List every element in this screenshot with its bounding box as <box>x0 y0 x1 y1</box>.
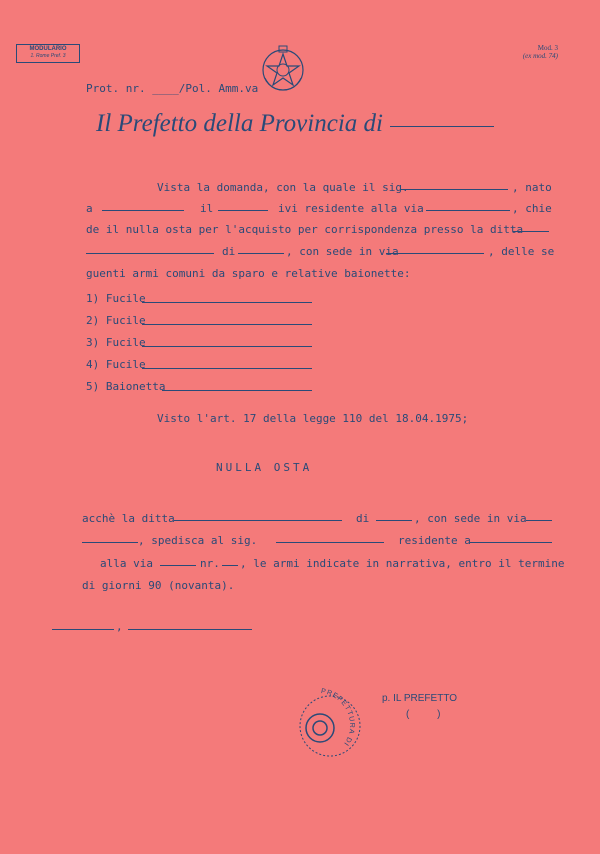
blank-item-4[interactable] <box>142 368 312 369</box>
p1-res: ivi residente alla via <box>278 202 424 215</box>
blank-p2-sig[interactable] <box>276 542 384 543</box>
blank-p2-nr[interactable] <box>222 565 238 566</box>
blank-item-2[interactable] <box>142 324 312 325</box>
p2-di: di <box>356 512 370 525</box>
blank-p2-via[interactable] <box>526 520 552 521</box>
item-2: 2) Fucile <box>86 314 146 327</box>
emblem-icon <box>257 42 309 94</box>
blank-birthdate[interactable] <box>218 210 268 211</box>
signature-paren: ( ) <box>406 709 441 720</box>
blank-p2-street[interactable] <box>160 565 196 566</box>
prefettura-stamp <box>280 688 380 788</box>
p2-sede: , con sede in via <box>414 512 527 525</box>
blank-place[interactable] <box>52 629 114 630</box>
visto-line: Visto l'art. 17 della legge 110 del 18.04.1975; <box>157 412 469 425</box>
blank-street[interactable] <box>426 210 510 211</box>
item-5: 5) Baionetta <box>86 380 166 393</box>
p1-sede: , con sede in via <box>286 245 399 258</box>
date-comma: , <box>116 620 123 633</box>
item-1: 1) Fucile <box>86 292 146 305</box>
modulario-sub: 1. Rome Pref. 3 <box>30 53 66 59</box>
blank-city[interactable] <box>238 253 284 254</box>
p2-giorni: di giorni 90 (novanta). <box>82 579 235 592</box>
page-title: Il Prefetto della Provincia di <box>96 110 383 137</box>
p2-residente: residente a <box>398 534 471 547</box>
p1-line3: de il nulla osta per l'acquisto per corrispondenza presso la ditta <box>86 223 524 236</box>
blank-via[interactable] <box>386 253 484 254</box>
nulla-osta-heading: NULLA OSTA <box>216 461 313 474</box>
signature-label: p. IL PREFETTO <box>382 693 458 704</box>
blank-item-3[interactable] <box>142 346 312 347</box>
stamp-text: PREFETTURA DI <box>320 688 356 748</box>
blank-p2-ditta[interactable] <box>174 520 342 521</box>
p1-line1: Vista la domanda, con la quale il sig. <box>157 181 409 194</box>
p2-acche: acchè la ditta <box>82 512 175 525</box>
item-4: 4) Fucile <box>86 358 146 371</box>
mod-number-text: Mod. 3 <box>537 44 558 52</box>
mod-sub-text: (ex mod. 74) <box>522 52 558 60</box>
p1-line5: guenti armi comuni da sparo e relative baionette: <box>86 267 411 280</box>
blank-p2-res[interactable] <box>470 542 552 543</box>
p1-a: a <box>86 202 93 215</box>
title-blank[interactable] <box>390 126 494 127</box>
blank-ditta[interactable] <box>513 231 549 232</box>
p2-alla-via: alla via <box>100 557 153 570</box>
item-3: 3) Fucile <box>86 336 146 349</box>
p2-spedisca: , spedisca al sig. <box>138 534 258 547</box>
p1-chie: , chie <box>512 202 552 215</box>
modulario-label: MODULARIO <box>29 46 67 52</box>
blank-p2-via2[interactable] <box>82 542 138 543</box>
p1-line1-end: , nato <box>512 181 552 194</box>
modulario-box <box>16 44 80 63</box>
prot-line: Prot. nr. ____/Pol. Amm.va <box>86 82 259 95</box>
blank-sig[interactable] <box>400 189 508 190</box>
p1-di: di <box>222 245 236 258</box>
blank-date[interactable] <box>128 629 252 630</box>
blank-item-1[interactable] <box>142 302 312 303</box>
mod-number <box>523 44 558 60</box>
blank-ditta-name[interactable] <box>86 253 214 254</box>
blank-birthplace[interactable] <box>102 210 184 211</box>
p2-nr: nr. <box>200 557 220 570</box>
p1-il: il <box>200 202 214 215</box>
blank-item-5[interactable] <box>162 390 312 391</box>
p1-delle: , delle se <box>488 245 555 258</box>
blank-p2-city[interactable] <box>376 520 412 521</box>
p2-rest: , le armi indicate in narrativa, entro il termine <box>240 557 565 570</box>
